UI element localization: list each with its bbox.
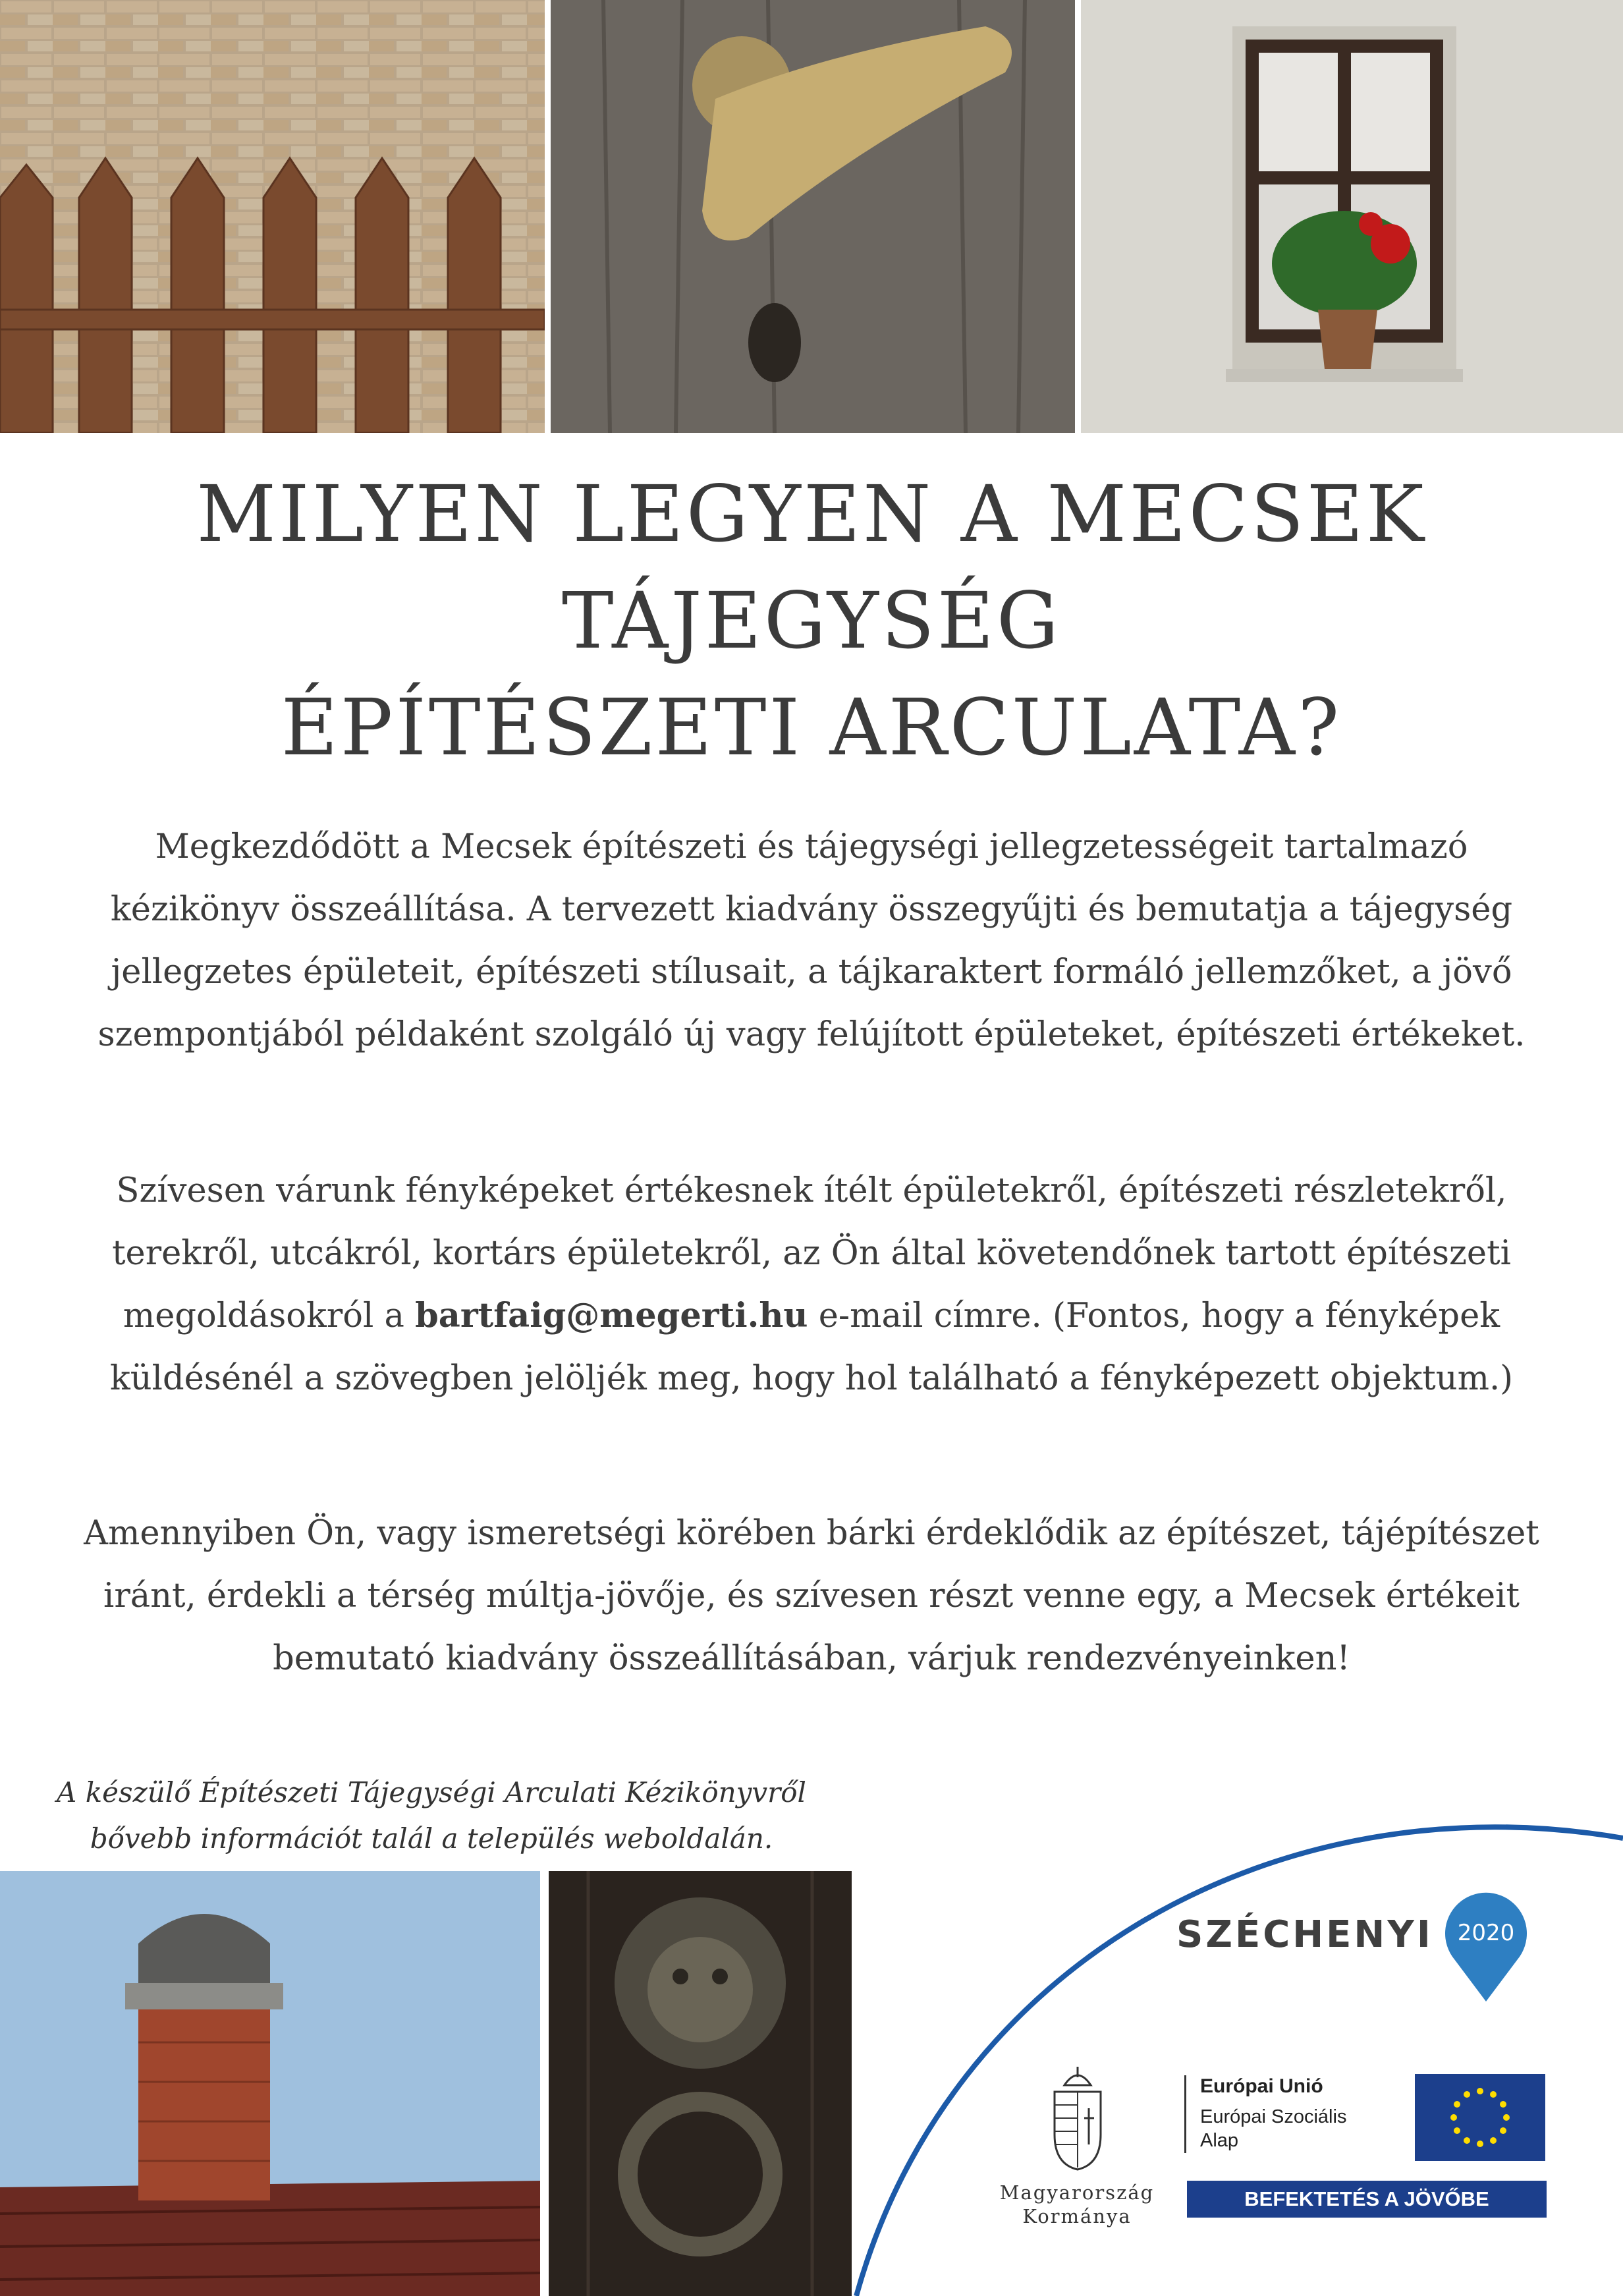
- eu-logo-divider: [1184, 2075, 1186, 2153]
- photo-request-text-start: Szívesen várunk fényképeket értékesnek ítélt épületekről, építészeti részletekről, terekről, utcákról, kortárs épületekről, az Ön által követendőnek tartott építészeti megoldásokról a: [112, 1171, 1511, 1335]
- map-pin-icon: [1440, 1891, 1532, 2003]
- page-title-line-1: MILYEN LEGYEN A MECSEK: [196, 468, 1427, 559]
- photo-brick-wall-fence: [0, 0, 545, 433]
- handbook-note-line-2: bővebb információt talál a település weboldalán.: [90, 1822, 773, 1855]
- szechenyi-year: 2020: [1457, 1920, 1515, 1946]
- eu-fund-line-1: Európai Szociális: [1200, 2106, 1347, 2127]
- photo-request-paragraph: [79, 1160, 1544, 1410]
- government-logo-text: [975, 2181, 1179, 2228]
- eu-title: Európai Unió: [1200, 2075, 1323, 2097]
- intro-paragraph: Megkezdődött a Mecsek építészeti és tájegységi jellegzetességeit tartalmazó kézikönyv összeállítása. A tervezett kiadvány összegyűjti és bemutatja a tájegység jellegzetes épületeit, építészeti stílusait, a tájkaraktert formáló jellemzőket, a jövő szempontjából példaként szolgáló új vagy felújított épületeket, építészeti értékeket.: [97, 827, 1526, 1054]
- government-line-2: Kormánya: [1022, 2205, 1132, 2227]
- photo-chimney: [0, 1871, 540, 2296]
- eu-fund-line-2: Alap: [1200, 2130, 1239, 2151]
- page-title-line-2: TÁJEGYSÉG: [561, 575, 1062, 666]
- eu-flag-icon: [1415, 2074, 1545, 2161]
- photo-request-text-end: e-mail címre. (Fontos, hogy a fényképek küldésénél a szövegben jelöljék meg, hogy hol található a fényképezett objektum.): [109, 1297, 1514, 1398]
- photo-window-with-flowers: [1081, 0, 1623, 433]
- handbook-note: [7, 1770, 856, 1862]
- invitation-paragraph: Amennyiben Ön, vagy ismeretségi körében bárki érdeklődik az építészet, tájépítészet iránt, érdekli a térség múltja-jövője, és szívesen részt venne egy, a Mecsek értékeit bemutató kiadvány összeállításában, várjuk rendezvényeinken!: [84, 1514, 1539, 1678]
- investing-in-future-banner: BEFEKTETÉS A JÖVŐBE: [1187, 2181, 1547, 2218]
- szechenyi-logo-text: SZÉCHENYI: [1176, 1913, 1433, 1956]
- eu-fund-name: [1200, 2105, 1398, 2152]
- page-title-line-3: ÉPÍTÉSZETI ARCULATA?: [281, 682, 1342, 773]
- contact-email-link[interactable]: bartfaig@megerti.hu: [415, 1296, 808, 1335]
- photo-door-handle: [551, 0, 1075, 433]
- government-line-1: Magyarország: [999, 2181, 1155, 2204]
- photo-lion-door-knocker: [549, 1871, 852, 2296]
- hungarian-crest-icon: [1045, 2065, 1111, 2171]
- handbook-note-line-1: A készülő Építészeti Tájegységi Arculati Kézikönyvről: [57, 1776, 806, 1808]
